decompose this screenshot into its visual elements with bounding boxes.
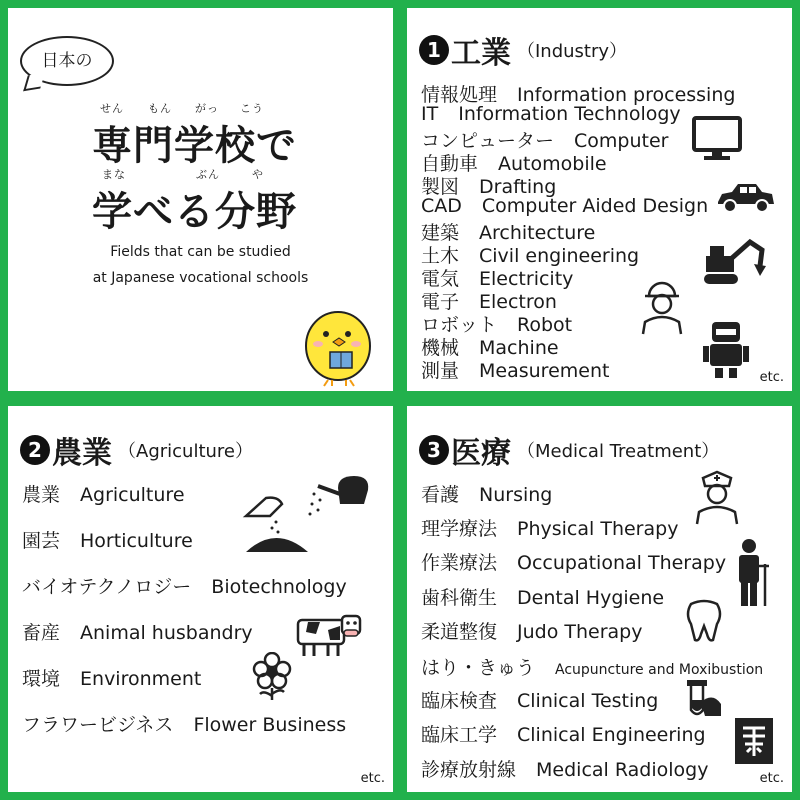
list-item: CAD Computer Aided Design: [421, 195, 709, 217]
chick-mascot-icon: [298, 298, 378, 388]
main-title-line1: 専門学校で: [92, 123, 297, 169]
list-item: はり・きゅう Acupuncture and Moxibustion: [421, 657, 764, 679]
number-badge: 2: [20, 435, 50, 465]
list-item: 作業療法 Occupational Therapy: [421, 552, 727, 574]
list-item: 土木 Civil engineering: [421, 245, 640, 267]
list-item: 環境 Environment: [22, 668, 202, 690]
medical-heading: [419, 428, 719, 472]
list-item: ロボット Robot: [421, 314, 573, 336]
construction-worker-icon: [637, 278, 687, 336]
ruby-kou: こう: [240, 102, 264, 115]
heading-en: （Medical Treatment）: [517, 441, 720, 462]
subtitle-line2: at Japanese vocational schools: [92, 270, 309, 286]
list-item: 臨床検査 Clinical Testing: [421, 690, 659, 712]
heading-jp: 農業: [52, 436, 112, 471]
ruby-sen: せん: [100, 102, 124, 115]
ruby-ya: や: [252, 168, 264, 181]
speech-bubble-tail: [23, 73, 45, 92]
agriculture-panel: [8, 406, 393, 792]
list-item: 自動車 Automobile: [421, 153, 607, 175]
list-item: 測量 Measurement: [421, 360, 610, 382]
etc-label: etc.: [759, 771, 784, 786]
list-item: バイオテクノロジー Biotechnology: [22, 576, 347, 598]
list-item: 情報処理 Information processing: [421, 84, 736, 106]
list-item: フラワービジネス Flower Business: [22, 714, 347, 736]
list-item: 理学療法 Physical Therapy: [421, 518, 679, 540]
list-item: 診療放射線 Medical Radiology: [421, 759, 709, 781]
tooth-icon: [685, 598, 723, 644]
title-panel: [8, 8, 393, 391]
list-item: 製図 Drafting: [421, 176, 557, 198]
list-item: 畜産 Animal husbandry: [22, 622, 253, 644]
ruby-mon: もん: [148, 102, 172, 115]
ruby-bun: ぶん: [196, 168, 220, 181]
ruby-mana: まな: [102, 168, 126, 181]
agriculture-heading: [20, 428, 253, 472]
subtitle-line1: Fields that can be studied: [110, 244, 291, 260]
list-item: 臨床工学 Clinical Engineering: [421, 724, 706, 746]
list-item: 電気 Electricity: [421, 268, 574, 290]
list-item: 柔道整復 Judo Therapy: [421, 621, 643, 643]
list-item: 看護 Nursing: [421, 484, 553, 506]
etc-label: etc.: [759, 370, 784, 385]
speech-bubble: 日本の: [20, 36, 114, 86]
heading-en: （Industry）: [517, 41, 628, 62]
heading-jp: 医療: [451, 436, 511, 471]
list-item: IT Information Technology: [421, 103, 681, 125]
list-item: 機械 Machine: [421, 337, 559, 359]
list-item: 園芸 Horticulture: [22, 530, 193, 552]
heading-jp: 工業: [451, 36, 511, 71]
robot-icon: [703, 318, 749, 380]
patient-with-crutch-icon: [737, 538, 771, 608]
number-badge: 1: [419, 35, 449, 65]
ruby-ga: がっ: [195, 102, 219, 115]
list-item: 電子 Electron: [421, 291, 557, 313]
computer-monitor-icon: [692, 116, 742, 162]
flower-icon: [252, 652, 292, 702]
nurse-icon: [693, 468, 741, 526]
list-item: 建築 Architecture: [421, 222, 596, 244]
number-badge: 3: [419, 435, 449, 465]
industry-panel: [407, 8, 792, 391]
industry-heading: [419, 28, 627, 72]
list-item: 農業 Agriculture: [22, 484, 185, 506]
list-item: 歯科衛生 Dental Hygiene: [421, 587, 665, 609]
excavator-icon: [704, 236, 768, 286]
car-icon: [714, 180, 776, 214]
test-tube-icon: [683, 676, 727, 720]
medical-panel: [407, 406, 792, 792]
seeding-watering-icon: [242, 472, 372, 554]
cow-icon: [294, 610, 364, 658]
etc-label: etc.: [360, 771, 385, 786]
heading-en: （Agriculture）: [118, 441, 253, 462]
medical-device-icon: [735, 718, 773, 764]
main-title-line2: 学べる分野: [92, 189, 297, 235]
list-item: コンピューター Computer: [421, 130, 669, 152]
